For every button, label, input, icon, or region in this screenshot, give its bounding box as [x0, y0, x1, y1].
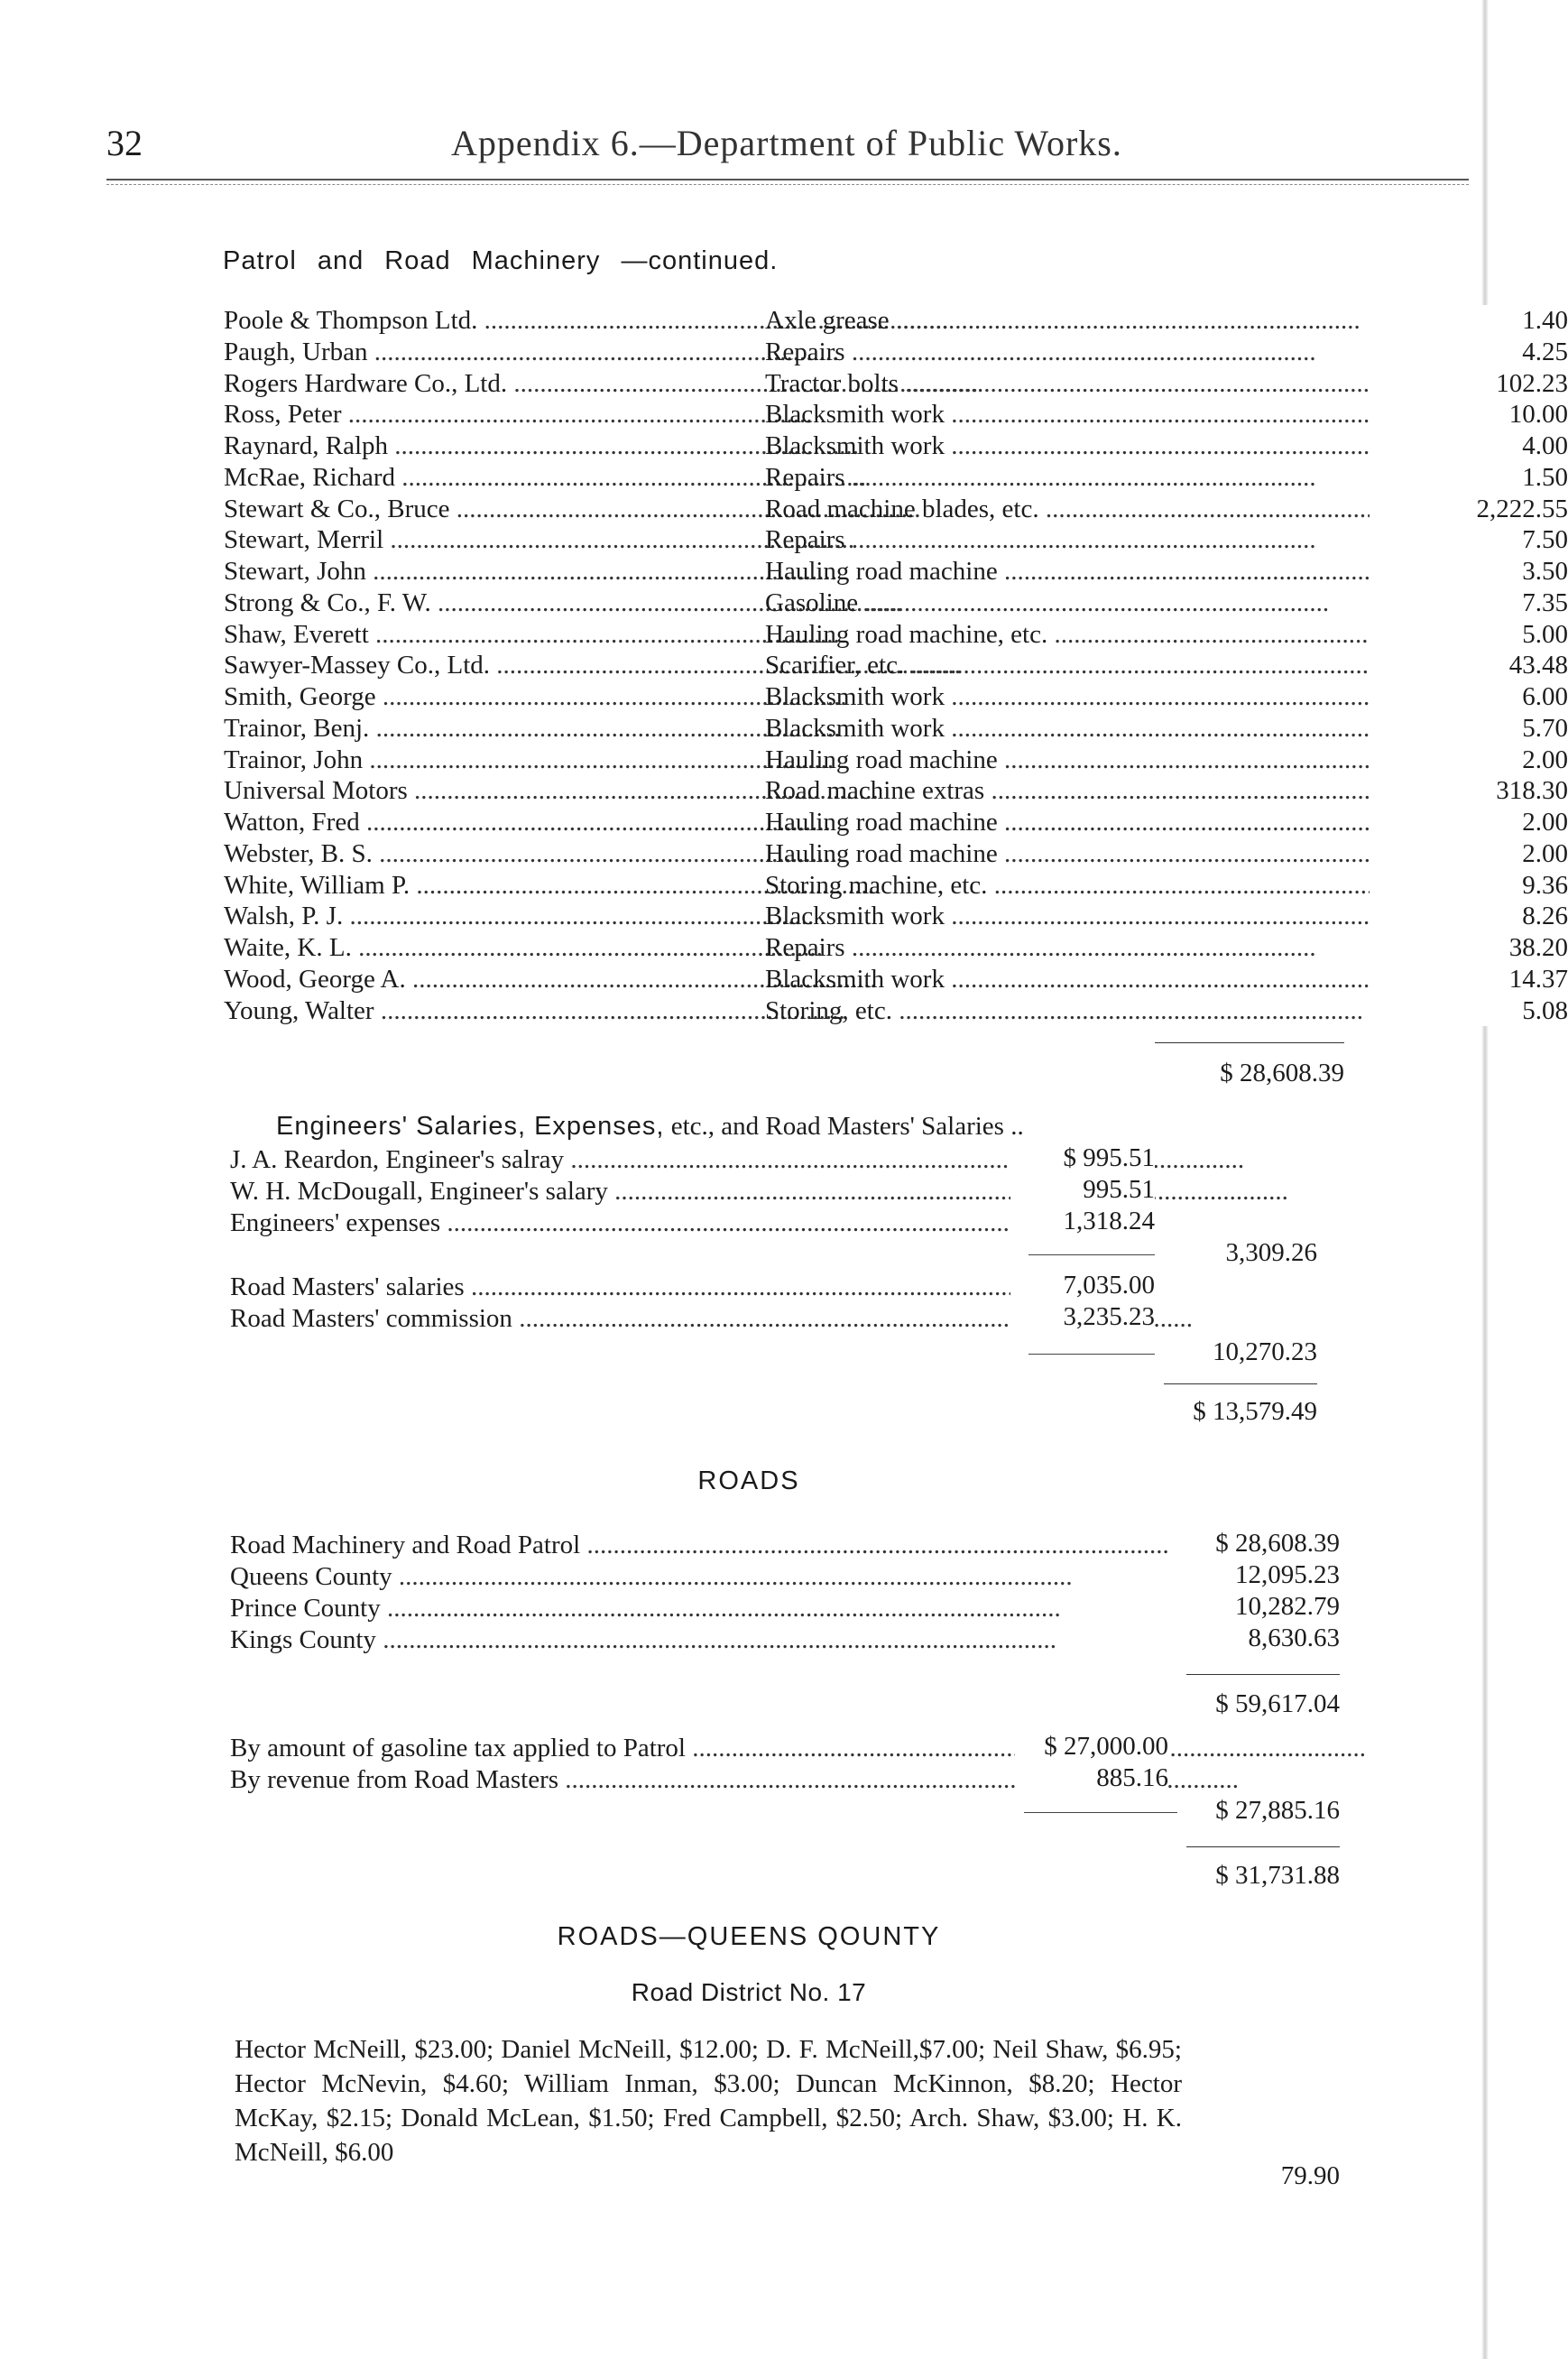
roads-machinery-amount: $ 28,608.39	[1168, 1529, 1340, 1559]
prince-county-amount: 10,282.79	[1168, 1592, 1340, 1622]
ledger-row	[224, 305, 1568, 337]
roads-net-total: $ 31,731.88	[1215, 1861, 1340, 1890]
ledger-item: Blacksmith work .....	[765, 964, 1370, 995]
ledger-payee: Stewart, Merril .....	[224, 524, 765, 556]
engineers-subtotal: 3,309.26	[1225, 1238, 1317, 1267]
ledger-amount: 7.50	[1370, 524, 1568, 556]
ledger-amount: 4.25	[1370, 337, 1568, 368]
engineers-section-title	[276, 1112, 1024, 1142]
ledger-row	[224, 807, 1568, 838]
ledger-item: Repairs .....	[765, 524, 1370, 556]
ledger-amount: 4.00	[1370, 430, 1568, 462]
ledger-item: Repairs .....	[765, 932, 1370, 964]
engineers-title-bold: Engineers' Salaries, Expenses,	[276, 1112, 665, 1141]
ledger-payee: Waite, K. L. .....	[224, 932, 765, 964]
road-masters-commission-label: Road Masters' commission .....	[230, 1302, 1024, 1335]
roads-gross-total: $ 59,617.04	[1215, 1689, 1340, 1718]
ledger-payee: White, William P. .....	[224, 870, 765, 902]
road-masters-revenue-amount: 885.16	[1015, 1763, 1168, 1793]
ledger-amount: 5.00	[1370, 619, 1568, 651]
kings-county-amount: 8,630.63	[1168, 1624, 1340, 1653]
ledger-amount: 2.00	[1370, 745, 1568, 776]
ledger-item: Scarifier, etc. .....	[765, 650, 1370, 681]
district-payments-paragraph: Hector McNeill, $23.00; Daniel McNeill, $12.00; D. F. McNeill,$7.00; Neil Shaw, $6.95; Hector McNevin, $4.60; William Inman, $3.00; Duncan McKinnon, $8.20; Hector McKay, $2.15; Donald McLean, $1.50; Fred Campbell, $2.50; Arch. Shaw, $3.00; H. K. McNeill, $6.00	[235, 2035, 1182, 2167]
machinery-ledger	[224, 305, 1568, 1026]
machinery-section-title: Patrol and Road Machinery —continued.	[223, 246, 779, 275]
roads-machinery-label: Road Machinery and Road Patrol .....	[230, 1529, 1177, 1561]
reardon-label: J. A. Reardon, Engineer's salray .....	[230, 1143, 1024, 1176]
ledger-row	[224, 713, 1568, 745]
ledger-amount: 43.48	[1370, 650, 1568, 681]
ledger-amount: 1.40	[1370, 305, 1568, 337]
credits-leader-rule	[1024, 1812, 1186, 1813]
ledger-amount: 7.35	[1370, 587, 1568, 619]
ledger-amount: 6.00	[1370, 681, 1568, 713]
ledger-payee: Rogers Hardware Co., Ltd. .....	[224, 368, 765, 400]
ledger-item: Blacksmith work .....	[765, 901, 1370, 932]
ledger-amount: 5.70	[1370, 713, 1568, 745]
mcdougall-amount: 995.51	[1010, 1175, 1155, 1205]
ledger-item: Road machine blades, etc. .....	[765, 494, 1370, 525]
engineers-subtotal-rule	[1028, 1254, 1155, 1255]
ledger-payee: Watton, Fred .....	[224, 807, 765, 838]
engineers-total: $ 13,579.49	[1193, 1397, 1317, 1426]
ledger-payee: Stewart & Co., Bruce .....	[224, 494, 765, 525]
ledger-amount: 5.08	[1370, 995, 1568, 1027]
ledger-payee: Wood, George A. .....	[224, 964, 765, 995]
ledger-item: Hauling road machine, etc. .....	[765, 619, 1370, 651]
ledger-payee: Young, Walter .....	[224, 995, 765, 1027]
ledger-row	[224, 838, 1568, 870]
ledger-amount: 318.30	[1370, 775, 1568, 807]
engineers-expenses-amount: 1,318.24	[1010, 1207, 1155, 1236]
ledger-item: Axle grease .....	[765, 305, 1370, 337]
gasoline-tax-label: By amount of gasoline tax applied to Patrol .....	[230, 1732, 1024, 1764]
credits-total: $ 27,885.16	[1177, 1796, 1340, 1826]
ledger-row	[224, 964, 1568, 995]
ledger-row	[224, 995, 1568, 1027]
ledger-item: Hauling road machine .....	[765, 807, 1370, 838]
ledger-amount: 2.00	[1370, 807, 1568, 838]
ledger-item: Hauling road machine .....	[765, 838, 1370, 870]
header-rule	[106, 179, 1469, 180]
ledger-amount: 38.20	[1370, 932, 1568, 964]
ledger-row	[224, 399, 1568, 430]
mcdougall-label: W. H. McDougall, Engineer's salary .....	[230, 1175, 1024, 1207]
road-masters-subtotal-rule	[1028, 1354, 1155, 1355]
header-rule-dashed	[106, 184, 1469, 185]
ledger-payee: Poole & Thompson Ltd. .....	[224, 305, 765, 337]
ledger-row	[224, 462, 1568, 494]
ledger-amount: 10.00	[1370, 399, 1568, 430]
ledger-payee: Shaw, Everett .....	[224, 619, 765, 651]
ledger-row	[224, 368, 1568, 400]
ledger-item: Storing machine, etc. .....	[765, 870, 1370, 902]
ledger-row	[224, 494, 1568, 525]
ledger-item: Repairs .....	[765, 337, 1370, 368]
ledger-payee: Trainor, Benj. .....	[224, 713, 765, 745]
ledger-row	[224, 556, 1568, 587]
queens-county-label: Queens County .....	[230, 1560, 1177, 1593]
ledger-row	[224, 745, 1568, 776]
ledger-item: Repairs .....	[765, 462, 1370, 494]
ledger-row	[224, 870, 1568, 902]
ledger-payee: McRae, Richard .....	[224, 462, 765, 494]
road-masters-salaries-label: Road Masters' salaries .....	[230, 1271, 1024, 1303]
page-header	[106, 122, 1469, 176]
gasoline-tax-amount: $ 27,000.00	[1015, 1732, 1168, 1762]
prince-county-label: Prince County .....	[230, 1592, 1177, 1624]
road-masters-subtotal: 10,270.23	[1213, 1337, 1317, 1366]
ledger-amount: 3.50	[1370, 556, 1568, 587]
ledger-row	[224, 681, 1568, 713]
ledger-amount: 102.23	[1370, 368, 1568, 400]
ledger-item: Blacksmith work .....	[765, 399, 1370, 430]
ledger-amount: 9.36	[1370, 870, 1568, 902]
ledger-item: Blacksmith work .....	[765, 713, 1370, 745]
machinery-total: $ 28,608.39	[1220, 1059, 1344, 1087]
ledger-row	[224, 430, 1568, 462]
engineers-title-rest: etc., and Road Masters' Salaries ..	[670, 1112, 1024, 1141]
ledger-amount: 2.00	[1370, 838, 1568, 870]
ledger-item: Blacksmith work .....	[765, 681, 1370, 713]
queens-section-title: ROADS—QUEENS QOUNTY	[557, 1922, 941, 1951]
road-masters-revenue-label: By revenue from Road Masters .....	[230, 1763, 1024, 1796]
ledger-payee: Ross, Peter .....	[224, 399, 765, 430]
ledger-item: Tractor bolts .....	[765, 368, 1370, 400]
page-number: 32	[106, 123, 143, 163]
ledger-payee: Paugh, Urban .....	[224, 337, 765, 368]
roads-net-rule	[1186, 1846, 1340, 1847]
ledger-item: Storing, etc. .....	[765, 995, 1370, 1027]
ledger-amount: 14.37	[1370, 964, 1568, 995]
road-masters-salaries-amount: 7,035.00	[1010, 1271, 1155, 1300]
ledger-payee: Walsh, P. J. .....	[224, 901, 765, 932]
ledger-payee: Raynard, Ralph .....	[224, 430, 765, 462]
machinery-total-rule	[1155, 1042, 1344, 1043]
ledger-row	[224, 524, 1568, 556]
ledger-payee: Trainor, John .....	[224, 745, 765, 776]
kings-county-label: Kings County .....	[230, 1624, 1177, 1656]
engineers-expenses-label: Engineers' expenses .....	[230, 1207, 1024, 1239]
ledger-item: Blacksmith work .....	[765, 430, 1370, 462]
roads-section-title: ROADS	[697, 1466, 800, 1495]
ledger-row	[224, 901, 1568, 932]
ledger-amount: 8.26	[1370, 901, 1568, 932]
district-total: 79.90	[1280, 2161, 1340, 2190]
road-district-title: Road District No. 17	[631, 1978, 867, 2006]
ledger-item: Hauling road machine .....	[765, 745, 1370, 776]
ledger-row	[224, 775, 1568, 807]
ledger-row	[224, 587, 1568, 619]
running-title: Appendix 6.—Department of Public Works.	[451, 123, 1122, 163]
ledger-payee: Smith, George .....	[224, 681, 765, 713]
ledger-row	[224, 619, 1568, 651]
ledger-payee: Universal Motors .....	[224, 775, 765, 807]
ledger-row	[224, 337, 1568, 368]
roads-gross-rule	[1186, 1674, 1340, 1675]
ledger-payee: Strong & Co., F. W. .....	[224, 587, 765, 619]
ledger-row	[224, 932, 1568, 964]
ledger-item: Road machine extras .....	[765, 775, 1370, 807]
engineers-total-rule	[1164, 1383, 1317, 1384]
ledger-payee: Sawyer-Massey Co., Ltd. .....	[224, 650, 765, 681]
ledger-item: Hauling road machine .....	[765, 556, 1370, 587]
ledger-item: Gasoline .....	[765, 587, 1370, 619]
ledger-payee: Webster, B. S. .....	[224, 838, 765, 870]
ledger-row	[224, 650, 1568, 681]
ledger-payee: Stewart, John .....	[224, 556, 765, 587]
ledger-amount: 1.50	[1370, 462, 1568, 494]
reardon-amount: $ 995.51	[1010, 1143, 1155, 1173]
ledger-amount: 2,222.55	[1370, 494, 1568, 525]
queens-county-amount: 12,095.23	[1168, 1560, 1340, 1590]
road-masters-commission-amount: 3,235.23	[1010, 1302, 1155, 1332]
